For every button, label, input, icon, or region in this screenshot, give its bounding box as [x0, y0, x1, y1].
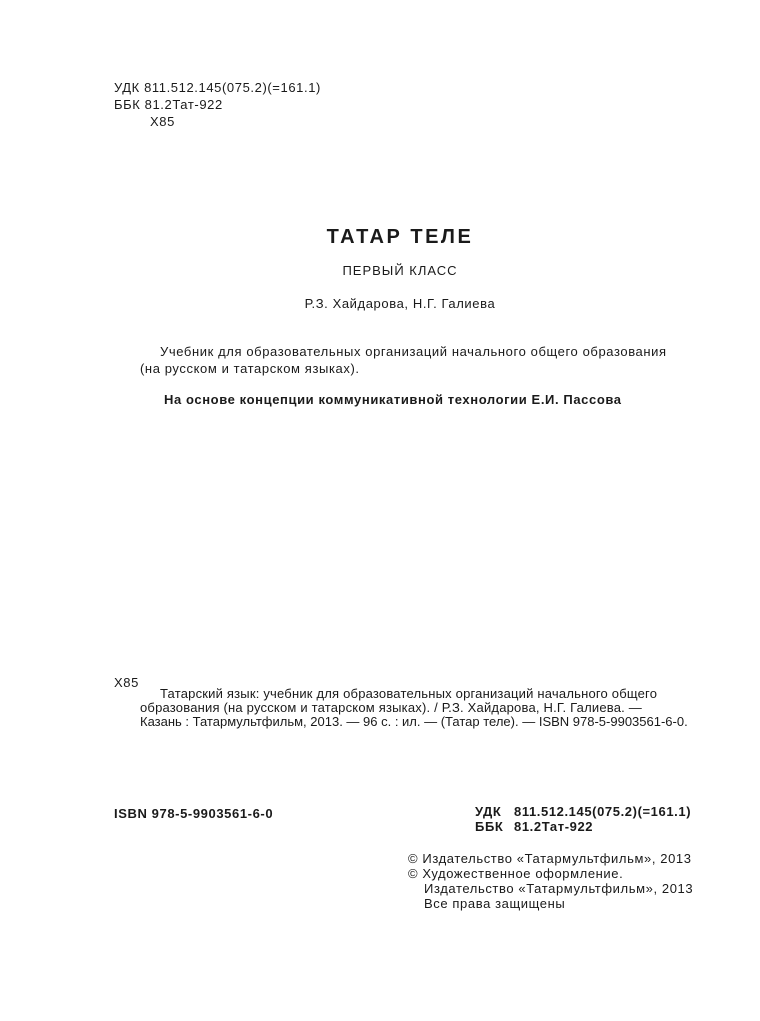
copyright-line-4: Все права защищены — [424, 896, 566, 911]
copyright-line-1: © Издательство «Татармультфильм», 2013 — [408, 851, 692, 866]
concept-line: На основе концепции коммуникативной технологии Е.И. Пассова — [164, 392, 622, 407]
bbk-bottom-value: 81.2Тат-922 — [514, 819, 594, 834]
udk-bottom-value: 811.512.145(075.2)(=161.1) — [514, 804, 692, 819]
book-title: ТАТАР ТЕЛЕ — [326, 226, 474, 248]
isbn: ISBN 978-5-9903561-6-0 — [114, 806, 274, 821]
copyright-line-2: © Художественное оформление. — [408, 866, 624, 881]
bbk-top: ББК 81.2Тат-922 — [114, 97, 223, 112]
udk-top: УДК 811.512.145(075.2)(=161.1) — [114, 80, 321, 95]
bbk-bottom-label: ББК — [475, 819, 504, 834]
grade-label: ПЕРВЫЙ КЛАСС — [342, 263, 458, 278]
purpose-line-1: Учебник для образовательных организаций начального общего образования — [160, 344, 667, 359]
udk-bottom-label: УДК — [475, 804, 502, 819]
bib-line-2: образования (на русском и татарском языках). / Р.З. Хайдарова, Н.Г. Галиева. — — [140, 700, 643, 715]
author-mark-top: Х85 — [150, 114, 175, 129]
bib-line-1: Татарский язык: учебник для образовательных организаций начального общего — [160, 686, 658, 701]
purpose-line-2: (на русском и татарском языках). — [140, 361, 360, 376]
author-mark-bib: Х85 — [114, 675, 139, 690]
copyright-line-3: Издательство «Татармультфильм», 2013 — [424, 881, 694, 896]
bib-line-3: Казань : Татармультфильм, 2013. — 96 с. : ил. — (Татар теле). — ISBN 978-5-9903561-6-0. — [140, 714, 688, 729]
authors: Р.З. Хайдарова, Н.Г. Галиева — [304, 296, 496, 311]
